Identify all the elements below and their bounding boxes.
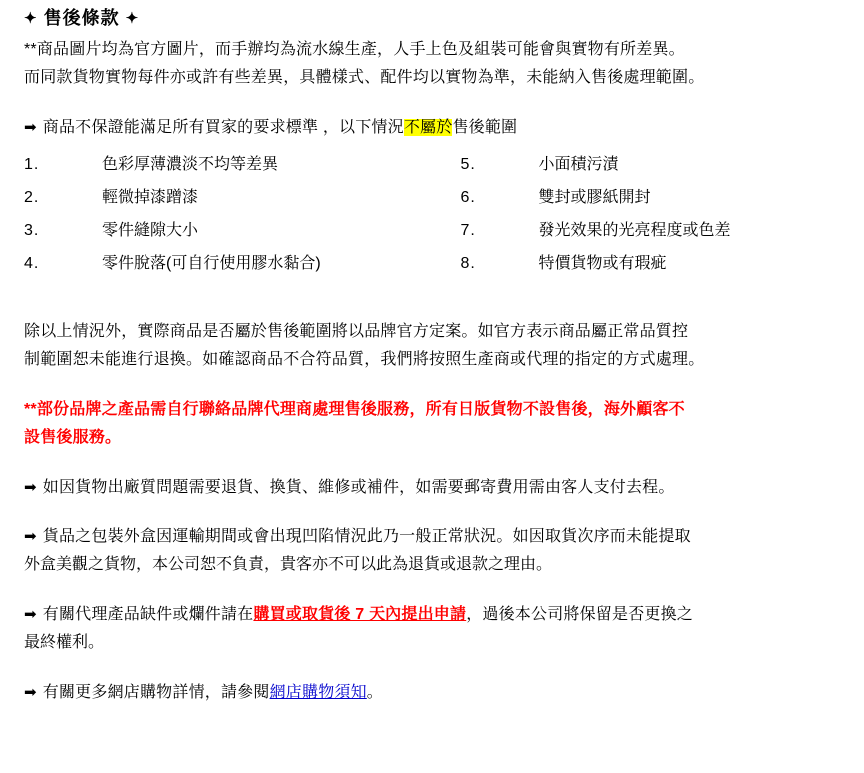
note-shipping-line bbox=[24, 475, 850, 501]
arrow-icon: ➡ bbox=[24, 606, 37, 624]
list-item bbox=[460, 157, 850, 173]
spacer bbox=[24, 670, 850, 680]
exclusion-list-right bbox=[436, 157, 850, 289]
spacer bbox=[24, 105, 850, 115]
note-shipping-text: 如因貨物出廠質問題需要退貨、換貨、維修或補件，如需要郵寄費用需由客人支付去程。 bbox=[42, 478, 675, 496]
note-agent-before: 有關代理產品缺件或爛件請在 bbox=[42, 606, 254, 624]
diamond-icon: ✦ bbox=[24, 10, 38, 27]
list-item-number: 2. bbox=[24, 188, 40, 206]
exclusion-list bbox=[24, 157, 850, 289]
intro-line-1: **商品圖片均為官方圖片，而手辦均為流水線生產，人手上色及組裝可能會與實物有所差異。 bbox=[24, 41, 685, 59]
note-agent-products bbox=[24, 602, 850, 656]
note-shop-guide-after: 。 bbox=[366, 684, 383, 702]
arrow-icon: ➡ bbox=[24, 478, 37, 496]
list-item-number: 5. bbox=[460, 155, 476, 173]
note-agent-after: ，過後本公司將保留是否更換之 bbox=[466, 606, 693, 624]
arrow-icon: ➡ bbox=[24, 528, 37, 546]
policy-line-2: 制範圍恕未能進行退換。如確認商品不合符品質，我們將按照生產商或代理的指定的方式處理。 bbox=[24, 350, 705, 368]
list-item bbox=[460, 223, 850, 239]
spacer bbox=[24, 514, 850, 524]
list-item-number: 6. bbox=[460, 188, 476, 206]
warning-line-2: 設售後服務。 bbox=[24, 428, 122, 446]
list-item-label: 雙封或膠紙開封 bbox=[538, 188, 651, 206]
list-item-label: 發光效果的光亮程度或色差 bbox=[538, 221, 731, 239]
exclusion-notice bbox=[24, 115, 850, 141]
spacer bbox=[24, 465, 850, 475]
spacer bbox=[24, 592, 850, 602]
exclusion-notice-highlight: 不屬於 bbox=[403, 119, 453, 136]
intro-block bbox=[24, 37, 850, 91]
page-title-text: 售後條款 bbox=[43, 8, 120, 28]
list-item-label: 輕微掉漆蹭漆 bbox=[102, 188, 199, 206]
claim-period-emphasis[interactable]: 購買或取貨後 7 天內提出申請 bbox=[253, 606, 467, 624]
list-item-number: 8. bbox=[460, 254, 476, 272]
exclusion-notice-after: 售後範圍 bbox=[452, 119, 518, 136]
list-item-number: 1. bbox=[24, 155, 40, 173]
list-item bbox=[460, 256, 850, 272]
list-item-number: 3. bbox=[24, 221, 40, 239]
list-item bbox=[460, 190, 850, 206]
arrow-icon: ➡ bbox=[24, 119, 37, 136]
note-packaging-line-2: 外盒美觀之貨物，本公司恕不負責，貴客亦不可以此為退貨或退款之理由。 bbox=[24, 556, 553, 574]
list-item-label: 零件縫隙大小 bbox=[102, 221, 199, 239]
note-shop-guide-line bbox=[24, 680, 850, 706]
list-item-label: 特價貨物或有瑕疵 bbox=[538, 254, 667, 272]
warning-block bbox=[24, 397, 850, 451]
list-item bbox=[24, 223, 436, 239]
note-packaging bbox=[24, 524, 850, 578]
exclusion-notice-before: 商品不保證能滿足所有買家的要求標準 ，以下情況 bbox=[42, 119, 404, 136]
exclusion-list-left bbox=[24, 157, 436, 289]
spacer bbox=[24, 297, 850, 319]
list-item-number: 4. bbox=[24, 254, 40, 272]
spacer bbox=[24, 387, 850, 397]
list-item bbox=[24, 157, 436, 173]
diamond-icon-2: ✦ bbox=[125, 10, 140, 27]
note-shop-guide bbox=[24, 680, 850, 706]
note-packaging-text-1: 貨品之包裝外盒因運輸期間或會出現凹陷情況此乃一般正常狀況。如因取貨次序而未能提取 bbox=[42, 528, 691, 546]
list-item-label: 色彩厚薄濃淡不均等差異 bbox=[102, 155, 279, 173]
warning-line-1: **部份品牌之產品需自行聯絡品牌代理商處理售後服務，所有日版貨物不設售後，海外顧客不 bbox=[24, 400, 685, 418]
policy-block bbox=[24, 319, 850, 373]
list-item-label: 零件脫落(可自行使用膠水黏合) bbox=[102, 254, 321, 272]
note-shop-guide-before: 有關更多網店購物詳情，請參閱 bbox=[42, 684, 270, 702]
shop-guide-link[interactable]: 網店購物須知 bbox=[269, 684, 367, 702]
list-item bbox=[24, 190, 436, 206]
intro-line-2: 而同款貨物實物每件亦或許有些差異，具體樣式、配件均以實物為準，未能納入售後處理範圍。 bbox=[24, 69, 705, 87]
note-shipping bbox=[24, 475, 850, 501]
page-title bbox=[24, 6, 850, 31]
policy-line-1: 除以上情況外，實際商品是否屬於售後範圍將以品牌官方定案。如官方表示商品屬正常品質控 bbox=[24, 322, 689, 340]
list-item-number: 7. bbox=[460, 221, 476, 239]
list-item bbox=[24, 256, 436, 272]
note-agent-line-2: 最終權利。 bbox=[24, 634, 105, 652]
note-packaging-line-1 bbox=[24, 524, 850, 550]
note-agent-line-1 bbox=[24, 602, 850, 628]
arrow-icon: ➡ bbox=[24, 684, 37, 702]
list-item-label: 小面積污漬 bbox=[538, 155, 619, 173]
